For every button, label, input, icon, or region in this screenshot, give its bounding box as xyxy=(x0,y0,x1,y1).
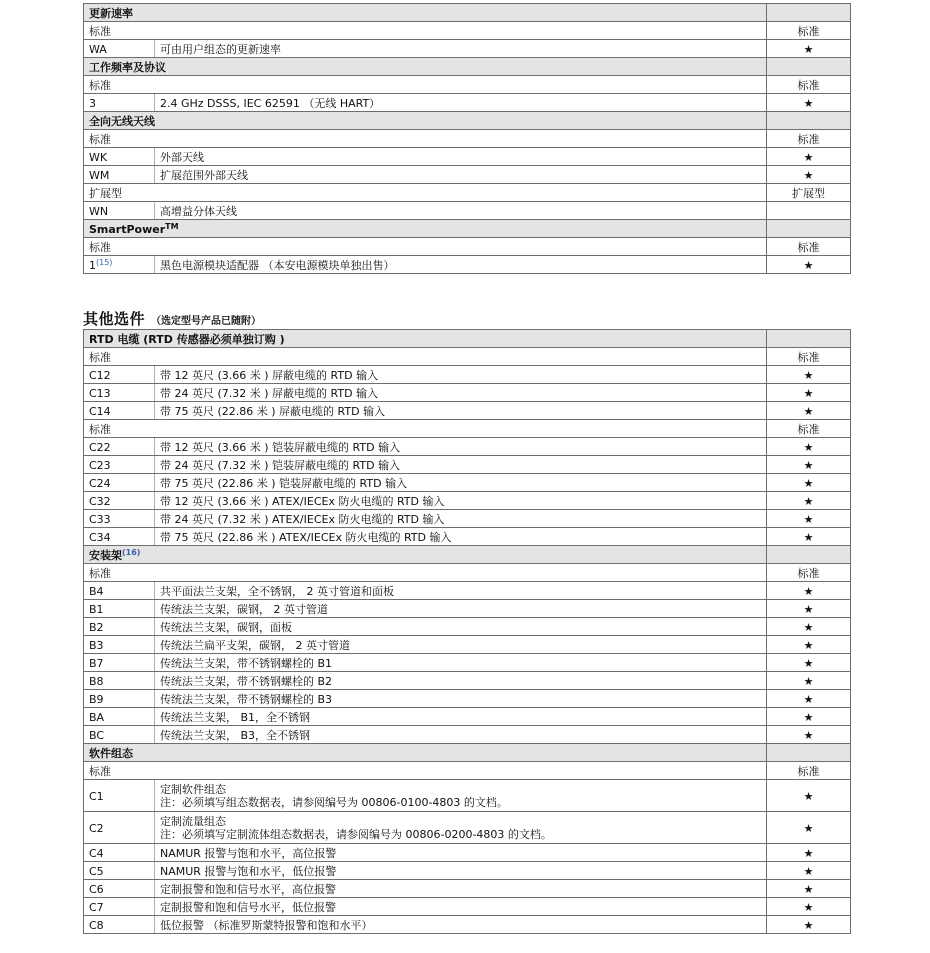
footnote-link[interactable]: (15) xyxy=(96,257,113,267)
standard-star-icon: ★ xyxy=(767,94,851,112)
option-code-text: 1 xyxy=(89,258,96,272)
other-options-table xyxy=(83,329,850,934)
flag-cell xyxy=(767,202,851,220)
option-code: B2 xyxy=(84,618,155,636)
option-description: 带 12 英尺 (3.66 米 ) ATEX/IECEx 防火电缆的 RTD 输入 xyxy=(155,492,767,510)
option-code: C33 xyxy=(84,510,155,528)
section-header-mounting-bracket xyxy=(84,546,851,564)
table-row xyxy=(84,600,851,618)
standard-star-icon: ★ xyxy=(767,366,851,384)
standard-flag-label: 标准 xyxy=(767,564,851,582)
table-row xyxy=(84,438,851,456)
standard-star-icon: ★ xyxy=(767,690,851,708)
section-header-smartpower xyxy=(84,220,851,238)
option-code: B8 xyxy=(84,672,155,690)
section-title: RTD 电缆 (RTD 传感器必须单独订购 ) xyxy=(84,330,767,348)
option-description: 传统法兰支架， B3，全不锈钢 xyxy=(155,726,767,744)
section-flag-cell xyxy=(767,220,851,238)
table-row xyxy=(84,812,851,844)
section-flag-cell xyxy=(767,112,851,130)
section-flag-cell xyxy=(767,4,851,22)
option-description: 定制报警和饱和信号水平，高位报警 xyxy=(155,880,767,898)
option-description: NAMUR 报警与饱和水平，高位报警 xyxy=(155,844,767,862)
table-row xyxy=(84,202,851,220)
option-code: WM xyxy=(84,166,155,184)
standard-flag-label: 标准 xyxy=(767,238,851,256)
standard-flag-label: 标准 xyxy=(767,348,851,366)
option-description: 传统法兰支架，碳钢， 2 英寸管道 xyxy=(155,600,767,618)
section-header-update-rate xyxy=(84,4,851,22)
option-code: WA xyxy=(84,40,155,58)
standard-star-icon: ★ xyxy=(767,166,851,184)
table-row xyxy=(84,474,851,492)
heading-title: 其他选件 xyxy=(83,310,146,328)
table-row xyxy=(84,862,851,880)
option-code: B1 xyxy=(84,600,155,618)
page-section-heading xyxy=(83,308,261,329)
table-row xyxy=(84,898,851,916)
extended-flag-label: 扩展型 xyxy=(767,184,851,202)
option-code: B3 xyxy=(84,636,155,654)
section-title-text: SmartPower xyxy=(89,222,166,236)
standard-label: 标准 xyxy=(84,420,767,438)
standard-star-icon: ★ xyxy=(767,582,851,600)
table-row xyxy=(84,690,851,708)
option-description: 带 12 英尺 (3.66 米 ) 铠装屏蔽电缆的 RTD 输入 xyxy=(155,438,767,456)
table-row xyxy=(84,510,851,528)
option-description: 带 75 英尺 (22.86 米 ) ATEX/IECEx 防火电缆的 RTD 输入 xyxy=(155,528,767,546)
standard-star-icon: ★ xyxy=(767,618,851,636)
standard-star-icon: ★ xyxy=(767,654,851,672)
option-description: 高增益分体天线 xyxy=(155,202,767,220)
standard-label: 标准 xyxy=(84,76,767,94)
option-description: 低位报警 （标准罗斯蒙特报警和饱和水平） xyxy=(155,916,767,934)
standard-star-icon: ★ xyxy=(767,456,851,474)
option-code: C6 xyxy=(84,880,155,898)
section-title: 全向无线天线 xyxy=(84,112,767,130)
top-options-table xyxy=(83,3,850,274)
trademark-mark: TM xyxy=(165,221,179,231)
standard-label-row xyxy=(84,762,851,780)
option-description: 传统法兰支架，碳钢，面板 xyxy=(155,618,767,636)
option-description: 传统法兰扁平支架，碳钢， 2 英寸管道 xyxy=(155,636,767,654)
standard-label-row xyxy=(84,76,851,94)
option-description: 传统法兰支架， B1，全不锈钢 xyxy=(155,708,767,726)
standard-label-row xyxy=(84,564,851,582)
option-code: 3 xyxy=(84,94,155,112)
option-code: C4 xyxy=(84,844,155,862)
table-row xyxy=(84,94,851,112)
section-flag-cell xyxy=(767,330,851,348)
option-code: WN xyxy=(84,202,155,220)
option-description-text: 定制软件组态 xyxy=(160,783,226,796)
table-row xyxy=(84,916,851,934)
section-title: 软件组态 xyxy=(84,744,767,762)
section-flag-cell xyxy=(767,58,851,76)
option-code: C7 xyxy=(84,898,155,916)
option-description xyxy=(155,812,767,844)
standard-label: 标准 xyxy=(84,564,767,582)
standard-star-icon: ★ xyxy=(767,812,851,844)
standard-label: 标准 xyxy=(84,348,767,366)
option-code: C1 xyxy=(84,780,155,812)
standard-label-row xyxy=(84,130,851,148)
section-header-rtd-cable xyxy=(84,330,851,348)
standard-label-row xyxy=(84,348,851,366)
option-description: 带 24 英尺 (7.32 米 ) 铠装屏蔽电缆的 RTD 输入 xyxy=(155,456,767,474)
standard-label-row xyxy=(84,420,851,438)
option-note: 注：必须填写定制流体组态数据表，请参阅编号为 00806-0200-4803 的文档。 xyxy=(160,828,552,841)
table-row xyxy=(84,618,851,636)
table-row xyxy=(84,726,851,744)
standard-star-icon: ★ xyxy=(767,600,851,618)
table-row xyxy=(84,402,851,420)
option-description: 传统法兰支架，带不锈钢螺栓的 B3 xyxy=(155,690,767,708)
standard-star-icon: ★ xyxy=(767,438,851,456)
option-description-text: 定制流量组态 xyxy=(160,815,226,828)
standard-star-icon: ★ xyxy=(767,636,851,654)
table-row xyxy=(84,654,851,672)
standard-star-icon: ★ xyxy=(767,708,851,726)
standard-flag-label: 标准 xyxy=(767,22,851,40)
option-description xyxy=(155,780,767,812)
option-code: B7 xyxy=(84,654,155,672)
option-code: C13 xyxy=(84,384,155,402)
standard-star-icon: ★ xyxy=(767,148,851,166)
option-code: C34 xyxy=(84,528,155,546)
table-row xyxy=(84,456,851,474)
standard-label: 标准 xyxy=(84,22,767,40)
table-row xyxy=(84,582,851,600)
standard-star-icon: ★ xyxy=(767,862,851,880)
option-description: 外部天线 xyxy=(155,148,767,166)
extended-label-row xyxy=(84,184,851,202)
option-code: C12 xyxy=(84,366,155,384)
standard-flag-label: 标准 xyxy=(767,762,851,780)
table-row xyxy=(84,384,851,402)
standard-flag-label: 标准 xyxy=(767,76,851,94)
standard-label: 标准 xyxy=(84,130,767,148)
option-code: C24 xyxy=(84,474,155,492)
table-row xyxy=(84,880,851,898)
section-title: 工作频率及协议 xyxy=(84,58,767,76)
option-description: 传统法兰支架，带不锈钢螺栓的 B2 xyxy=(155,672,767,690)
standard-label-row xyxy=(84,22,851,40)
option-description: 带 24 英尺 (7.32 米 ) 屏蔽电缆的 RTD 输入 xyxy=(155,384,767,402)
option-description: 定制报警和饱和信号水平，低位报警 xyxy=(155,898,767,916)
table-row xyxy=(84,40,851,58)
table-row xyxy=(84,148,851,166)
option-code: B9 xyxy=(84,690,155,708)
standard-star-icon: ★ xyxy=(767,474,851,492)
standard-flag-label: 标准 xyxy=(767,130,851,148)
option-description: 带 75 英尺 (22.86 米 ) 铠装屏蔽电缆的 RTD 输入 xyxy=(155,474,767,492)
standard-star-icon: ★ xyxy=(767,672,851,690)
section-flag-cell xyxy=(767,744,851,762)
option-code: C32 xyxy=(84,492,155,510)
option-code: C14 xyxy=(84,402,155,420)
option-description: 带 24 英尺 (7.32 米 ) ATEX/IECEx 防火电缆的 RTD 输入 xyxy=(155,510,767,528)
option-code: B4 xyxy=(84,582,155,600)
section-title-text: 安装架 xyxy=(89,548,122,562)
standard-star-icon: ★ xyxy=(767,40,851,58)
table-row xyxy=(84,366,851,384)
option-code: C5 xyxy=(84,862,155,880)
option-code: BA xyxy=(84,708,155,726)
option-code xyxy=(84,256,155,274)
section-title xyxy=(84,220,767,238)
table-row xyxy=(84,528,851,546)
spec-table-top xyxy=(83,3,851,274)
table-row xyxy=(84,256,851,274)
option-code: C22 xyxy=(84,438,155,456)
standard-star-icon: ★ xyxy=(767,492,851,510)
standard-star-icon: ★ xyxy=(767,384,851,402)
section-header-omni-antenna xyxy=(84,112,851,130)
standard-star-icon: ★ xyxy=(767,528,851,546)
standard-label-row xyxy=(84,238,851,256)
table-row xyxy=(84,708,851,726)
option-description: 可由用户组态的更新速率 xyxy=(155,40,767,58)
table-row xyxy=(84,636,851,654)
standard-label: 标准 xyxy=(84,762,767,780)
table-row xyxy=(84,844,851,862)
standard-star-icon: ★ xyxy=(767,510,851,528)
option-code: C23 xyxy=(84,456,155,474)
option-code: C2 xyxy=(84,812,155,844)
table-row xyxy=(84,780,851,812)
heading-subtitle: （选定型号产品已随附） xyxy=(151,316,262,327)
option-description: 传统法兰支架，带不锈钢螺栓的 B1 xyxy=(155,654,767,672)
option-description: 2.4 GHz DSSS, IEC 62591 （无线 HART） xyxy=(155,94,767,112)
section-flag-cell xyxy=(767,546,851,564)
option-description: 黑色电源模块适配器 （本安电源模块单独出售） xyxy=(155,256,767,274)
standard-star-icon: ★ xyxy=(767,726,851,744)
option-code: C8 xyxy=(84,916,155,934)
option-note: 注：必须填写组态数据表，请参阅编号为 00806-0100-4803 的文档。 xyxy=(160,796,508,809)
section-header-software-config xyxy=(84,744,851,762)
standard-star-icon: ★ xyxy=(767,916,851,934)
standard-star-icon: ★ xyxy=(767,898,851,916)
standard-star-icon: ★ xyxy=(767,780,851,812)
table-row xyxy=(84,492,851,510)
table-row xyxy=(84,166,851,184)
standard-star-icon: ★ xyxy=(767,256,851,274)
section-header-frequency-protocol xyxy=(84,58,851,76)
section-title xyxy=(84,546,767,564)
standard-star-icon: ★ xyxy=(767,844,851,862)
option-code: WK xyxy=(84,148,155,166)
section-title: 更新速率 xyxy=(84,4,767,22)
spec-table-bottom xyxy=(83,329,851,934)
standard-label: 标准 xyxy=(84,238,767,256)
option-description: 共平面法兰支架，全不锈钢， 2 英寸管道和面板 xyxy=(155,582,767,600)
footnote-link[interactable]: (16) xyxy=(122,547,141,557)
standard-star-icon: ★ xyxy=(767,402,851,420)
option-description: 带 75 英尺 (22.86 米 ) 屏蔽电缆的 RTD 输入 xyxy=(155,402,767,420)
extended-label: 扩展型 xyxy=(84,184,767,202)
option-description: NAMUR 报警与饱和水平，低位报警 xyxy=(155,862,767,880)
option-description: 带 12 英尺 (3.66 米 ) 屏蔽电缆的 RTD 输入 xyxy=(155,366,767,384)
table-row xyxy=(84,672,851,690)
standard-star-icon: ★ xyxy=(767,880,851,898)
standard-flag-label: 标准 xyxy=(767,420,851,438)
option-description: 扩展范围外部天线 xyxy=(155,166,767,184)
option-code: BC xyxy=(84,726,155,744)
